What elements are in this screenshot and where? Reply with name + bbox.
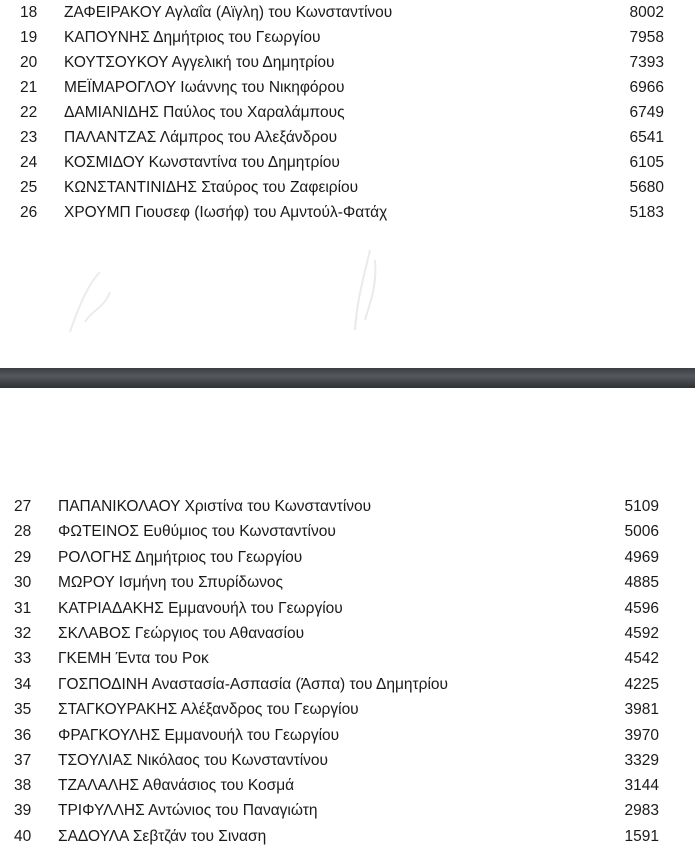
list-item [0, 621, 695, 646]
vote-count: 4592 [624, 625, 659, 642]
list-item [0, 773, 695, 798]
page-divider [0, 368, 695, 388]
faint-signature-right [335, 240, 395, 340]
vote-count: 4885 [624, 574, 659, 591]
list-item [0, 824, 695, 849]
list-item [0, 748, 695, 773]
list-item [0, 672, 695, 697]
faint-signature-left [60, 262, 120, 342]
vote-count: 6541 [629, 129, 664, 146]
list-item [0, 200, 695, 225]
candidate-name: ΚΟΥΤΣΟΥΚΟΥ Αγγελική του Δημητρίου [64, 54, 335, 71]
vote-count: 7958 [629, 29, 664, 46]
row-number: 40 [14, 828, 32, 845]
candidate-name: ΠΑΠΑΝΙΚΟΛΑΟΥ Χριστίνα του Κωνσταντίνου [58, 498, 372, 515]
row-number: 20 [20, 54, 38, 71]
candidate-name: ΓΚΕΜΗ Έντα του Ροκ [58, 650, 209, 667]
row-number: 19 [20, 29, 38, 46]
vote-count: 5006 [624, 523, 659, 540]
vote-count: 4969 [624, 549, 659, 566]
document-page-bottom [0, 388, 695, 865]
row-number: 21 [20, 79, 38, 96]
candidate-name: ΤΣΟΥΛΙΑΣ Νικόλαος του Κωνσταντίνου [58, 752, 328, 769]
list-item [0, 798, 695, 823]
list-item [0, 570, 695, 595]
row-number: 24 [20, 154, 38, 171]
candidate-name: ΚΟΣΜΙΔΟΥ Κωνσταντίνα του Δημητρίου [64, 154, 340, 171]
candidate-name: ΓΟΣΠΟΔΙΝΗ Αναστασία-Ασπασία (Άσπα) του Δημητρίου [58, 676, 448, 693]
row-number: 32 [14, 625, 32, 642]
candidate-name: ΣΑΔΟΥΛΑ Σεβτζάν του Σιναση [58, 828, 267, 845]
vote-count: 5183 [629, 204, 664, 221]
list-item [0, 494, 695, 519]
candidate-name: ΖΑΦΕΙΡΑΚΟΥ Αγλαΐα (Αϊγλη) του Κωνσταντίνου [64, 4, 393, 21]
candidate-name: ΠΑΛΑΝΤΖΑΣ Λάμπρος του Αλεξάνδρου [64, 129, 338, 146]
row-number: 35 [14, 701, 32, 718]
candidate-name: ΜΩΡΟΥ Ισμήνη του Σπυρίδωνος [58, 574, 284, 591]
document-page-top [0, 0, 695, 368]
row-number: 33 [14, 650, 32, 667]
row-number: 37 [14, 752, 32, 769]
vote-count: 8002 [629, 4, 664, 21]
candidate-name: ΤΡΙΦΥΛΛΗΣ Αντώνιος του Παναγιώτη [58, 802, 318, 819]
vote-count: 4542 [624, 650, 659, 667]
candidate-name: ΦΩΤΕΙΝΟΣ Ευθύμιος του Κωνσταντίνου [58, 523, 336, 540]
candidate-name: ΧΡΟΥΜΠ Γιουσεφ (Ιωσήφ) του Αμντούλ-Φατάχ [64, 204, 388, 221]
list-item [0, 646, 695, 671]
row-number: 23 [20, 129, 38, 146]
row-number: 34 [14, 676, 32, 693]
row-number: 28 [14, 523, 32, 540]
row-number: 39 [14, 802, 32, 819]
vote-count: 7393 [629, 54, 664, 71]
list-item [0, 697, 695, 722]
candidate-name: ΦΡΑΓΚΟΥΛΗΣ Εμμανουήλ του Γεωργίου [58, 727, 340, 744]
vote-count: 4225 [624, 676, 659, 693]
candidate-name: ΚΑΠΟΥΝΗΣ Δημήτριος του Γεωργίου [64, 29, 321, 46]
row-number: 27 [14, 498, 32, 515]
candidate-name: ΡΟΛΟΓΗΣ Δημήτριος του Γεωργίου [58, 549, 303, 566]
vote-count: 6966 [629, 79, 664, 96]
list-item [0, 150, 695, 175]
vote-count: 3981 [624, 701, 659, 718]
list-item [0, 596, 695, 621]
row-number: 31 [14, 600, 32, 617]
list-item [0, 100, 695, 125]
vote-count: 5680 [629, 179, 664, 196]
list-item [0, 723, 695, 748]
list-item [0, 0, 695, 25]
candidate-name: ΣΚΛΑΒΟΣ Γεώργιος του Αθανασίου [58, 625, 305, 642]
candidate-name: ΔΑΜΙΑΝΙΔΗΣ Παύλος του Χαραλάμπους [64, 104, 345, 121]
list-item [0, 25, 695, 50]
row-number: 29 [14, 549, 32, 566]
candidate-name: ΤΖΑΛΑΛΗΣ Αθανάσιος του Κοσμά [58, 777, 295, 794]
vote-count: 3144 [624, 777, 659, 794]
vote-count: 6105 [629, 154, 664, 171]
vote-count: 4596 [624, 600, 659, 617]
candidate-name: ΣΤΑΓΚΟΥΡΑΚΗΣ Αλέξανδρος του Γεωργίου [58, 701, 359, 718]
list-item [0, 175, 695, 200]
row-number: 26 [20, 204, 38, 221]
vote-count: 3970 [624, 727, 659, 744]
candidate-name: ΜΕΪΜΑΡΟΓΛΟΥ Ιωάννης του Νικηφόρου [64, 79, 345, 96]
vote-count: 5109 [624, 498, 659, 515]
row-number: 18 [20, 4, 38, 21]
candidate-name: ΚΩΝΣΤΑΝΤΙΝΙΔΗΣ Σταύρος του Ζαφειρίου [64, 179, 359, 196]
list-item [0, 125, 695, 150]
row-number: 25 [20, 179, 38, 196]
row-number: 30 [14, 574, 32, 591]
vote-count: 1591 [624, 828, 659, 845]
candidate-name: ΚΑΤΡΙΑΔΑΚΗΣ Εμμανουήλ του Γεωργίου [58, 600, 343, 617]
list-item [0, 50, 695, 75]
list-item [0, 75, 695, 100]
vote-count: 3329 [624, 752, 659, 769]
row-number: 36 [14, 727, 32, 744]
row-number: 38 [14, 777, 32, 794]
list-item [0, 545, 695, 570]
list-item [0, 519, 695, 544]
vote-count: 6749 [629, 104, 664, 121]
row-number: 22 [20, 104, 38, 121]
vote-count: 2983 [624, 802, 659, 819]
